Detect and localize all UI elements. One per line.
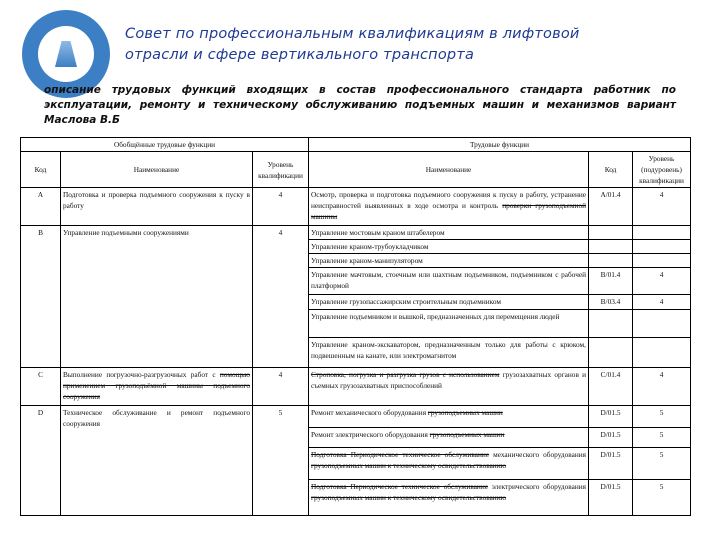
function-name	[309, 428, 589, 448]
function-name-text: механического оборудования	[493, 450, 587, 459]
function-level	[633, 240, 691, 254]
general-name-text: Управление подъемными сооружениями	[63, 228, 189, 237]
header-general: Обобщённые трудовые функции	[21, 138, 309, 152]
function-code	[589, 254, 633, 268]
general-name-text: Техническое обслуживание и ремонт подъемного сооружения	[63, 408, 250, 428]
function-code	[589, 310, 633, 338]
function-name	[309, 448, 589, 480]
function-code	[589, 338, 633, 368]
function-name	[309, 310, 589, 338]
function-level	[633, 226, 691, 240]
function-level: 5	[633, 428, 691, 448]
function-code	[589, 240, 633, 254]
function-name-struck: грузоподъемных машин к техническому освидетельствованию	[311, 461, 507, 470]
page-title: Совет по профессиональным квалификациям в лифтовой отрасли и сфере вертикального транспорта	[125, 26, 580, 63]
function-name	[309, 338, 589, 368]
general-code: A	[21, 188, 61, 226]
function-name-struck-pre: Строповка, погрузка и разгрузка грузов с использованием	[311, 370, 500, 379]
table-row	[21, 368, 691, 406]
general-name-text: Выполнение погрузочно-разгрузочных работ с	[63, 370, 216, 379]
function-name-text: Управление мостовым краном штабелером	[311, 228, 445, 237]
function-name-struck-pre: Подготовка Периодическое техническое обслуживание	[311, 482, 488, 491]
function-level: 4	[633, 368, 691, 406]
function-code: D/01.5	[589, 480, 633, 516]
function-name-struck-pre: Подготовка Периодическое техническое обслуживание	[311, 450, 490, 459]
general-level: 5	[253, 406, 309, 516]
function-level: 5	[633, 448, 691, 480]
table-row	[21, 188, 691, 226]
function-level: 4	[633, 268, 691, 295]
function-name-text: Управление грузопассажирским строительным подъемником	[311, 297, 501, 306]
function-name-struck: проверки грузоподъемной машины	[311, 201, 587, 221]
function-level: 5	[633, 406, 691, 428]
header-level2: Уровень (подуровень) квалификации	[633, 152, 691, 188]
general-name	[61, 188, 253, 226]
function-code: D/01.5	[589, 428, 633, 448]
function-level: 4	[633, 188, 691, 226]
function-code: B/03.4	[589, 295, 633, 310]
header-name2: Наименование	[309, 152, 589, 188]
general-level: 4	[253, 226, 309, 368]
function-code: D/01.5	[589, 406, 633, 428]
table-row	[21, 406, 691, 428]
function-name	[309, 188, 589, 226]
header-code2: Код	[589, 152, 633, 188]
function-name-text: Ремонт механического оборудования	[311, 408, 427, 417]
function-level	[633, 310, 691, 338]
general-name	[61, 406, 253, 516]
function-name-text: Управление краном-экскаватором, предназначенным только для работы с крюком, подвешенным на канате, или электромагнитом	[311, 340, 587, 360]
function-name	[309, 480, 589, 516]
general-code: B	[21, 226, 61, 368]
function-name-struck: грузоподъемных машин	[427, 408, 503, 417]
function-level	[633, 254, 691, 268]
function-code: B/01.4	[589, 268, 633, 295]
general-code: C	[21, 368, 61, 406]
function-name-text: Осмотр, проверка и подготовка подъемного сооружения к пуску в работу, устранение неисправностей выявленных в ходе осмотра и контроль	[311, 190, 587, 210]
general-code: D	[21, 406, 61, 516]
function-code	[589, 226, 633, 240]
function-name	[309, 240, 589, 254]
function-name-text: Управление подъемником и вышкой, предназначенных для перемещения людей	[311, 312, 560, 321]
general-name-text: Подготовка и проверка подъемного сооружения к пуску в работу	[63, 190, 250, 210]
function-name-text: электрического оборудования	[491, 482, 587, 491]
functions-table	[20, 137, 691, 516]
function-level: 5	[633, 480, 691, 516]
building-icon	[55, 41, 77, 67]
function-name-text: Управление краном-манипулятором	[311, 256, 423, 265]
function-name	[309, 406, 589, 428]
table-row	[21, 226, 691, 240]
function-name-text: Управление мачтовым, стоечным или шахтным подъемником, подъемником с рабочей платформой	[311, 270, 587, 290]
header-level: Уровень квалификации	[253, 152, 309, 188]
header-functions: Трудовые функции	[309, 138, 691, 152]
header-code: Код	[21, 152, 61, 188]
function-level: 4	[633, 295, 691, 310]
general-level: 4	[253, 188, 309, 226]
header-name: Наименование	[61, 152, 253, 188]
function-name	[309, 368, 589, 406]
general-level: 4	[253, 368, 309, 406]
function-name-text: Ремонт электрического оборудования	[311, 430, 428, 439]
function-name-struck: грузоподъемных машин к техническому освидетельствованию	[311, 493, 507, 502]
function-name	[309, 268, 589, 295]
function-name	[309, 295, 589, 310]
general-name	[61, 368, 253, 406]
description: описание трудовых функций входящих в состав профессионального стандарта работник по эксплуатации, ремонту и техническому обслуживанию подъемных машин и механизмов вариант Маслова В.Б	[44, 84, 676, 126]
function-name	[309, 226, 589, 240]
function-name-text: Управление краном-трубоукладчиком	[311, 242, 429, 251]
function-name-text: грузозахватных органов и съемных грузозахватных приспособлений	[311, 370, 587, 390]
general-name	[61, 226, 253, 368]
function-name	[309, 254, 589, 268]
function-level	[633, 338, 691, 368]
function-code: A/01.4	[589, 188, 633, 226]
function-name-struck: грузоподъемных машин	[429, 430, 505, 439]
general-name-struck: помощью применением грузоподъёмной машины подъемного сооружения	[63, 370, 250, 401]
function-code: C/01.4	[589, 368, 633, 406]
function-code: D/01.5	[589, 448, 633, 480]
